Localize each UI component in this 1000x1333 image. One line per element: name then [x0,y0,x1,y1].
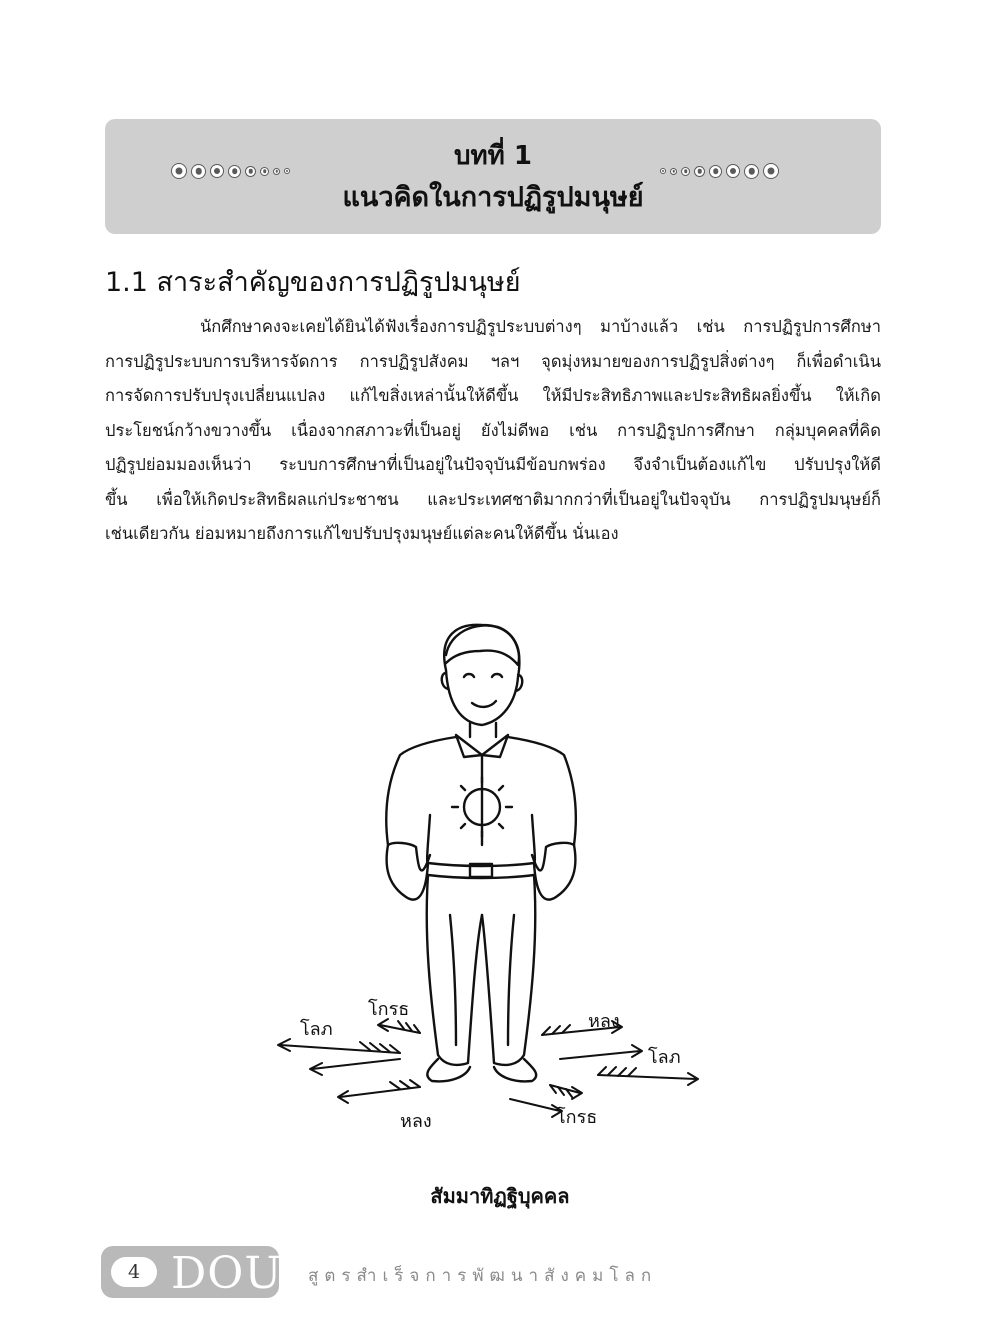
dot-icon [681,167,690,176]
arrows-group [278,1019,698,1117]
decorative-dots-right [660,159,779,183]
footer-series-title: สูตรสำเร็จการพัฒนาสังคมโลก [308,1266,658,1286]
paragraph-line: การปฏิรูประบบการบริหารจัดการ การปฏิรูปสังคม ฯลฯ จุดมุ่งหมายของการปฏิรูปสิ่งต่างๆ ก็เพื่อดำเนิน [105,351,881,371]
arrow-label-greed: โลภ [300,1019,333,1040]
arrow [510,1099,562,1117]
right-arm [534,845,575,900]
collar [456,735,508,757]
dot-icon [694,166,705,177]
arrow [310,1059,400,1075]
dot-icon [726,164,740,178]
paragraph-line: การจัดการปรับปรุงเปลี่ยนแปลง แก้ไขสิ่งเหล่านั้นให้ดีขึ้น ให้มีประสิทธิภาพและประสิทธิผลยิ่งขึ้น ให้เกิด [105,386,881,405]
dot-icon [660,168,666,174]
footer-tab [101,1246,283,1299]
right-eye [492,674,502,677]
belt [428,863,534,878]
section-heading: 1.1 สาระสำคัญของการปฏิรูปมนุษย์ [105,267,521,298]
left-shoe [427,1059,470,1081]
paragraph-line: ปฏิรูปย่อมมองเห็นว่า ระบบการศึกษาที่เป็นอยู่ในปัจจุบันมีข้อบกพร่อง จึงจำเป็นต้องแก้ไข ปรับปรุงให้ดี [105,455,881,474]
dot-icon [744,164,759,179]
standing-man-illustration [260,615,720,1140]
dot-icon [670,168,677,175]
head-outline [444,625,519,725]
left-eye [464,674,474,677]
arrow [338,1087,420,1103]
dot-icon [709,165,722,178]
paragraph-line: ขึ้น เพื่อให้เกิดประสิทธิผลแก่ประชาชน และประเทศชาติมากกว่าที่เป็นอยู่ในปัจจุบัน การปฏิรูปมนุษย์ก็ [105,489,881,509]
arrow [598,1073,698,1085]
arrow-label-delusion: หลง [400,1111,432,1132]
shirt-right [508,737,576,870]
page-number: 4 [111,1257,157,1287]
chapter-banner [105,119,881,234]
paragraph-line: นักศึกษาคงจะเคยได้ยินได้ฟังเรื่องการปฏิรูประบบต่างๆ มาบ้างแล้ว เช่น การปฏิรูปการศึกษา [200,317,881,336]
trouser-creases [450,915,514,1045]
chapter-title: แนวคิดในการปฏิรูปมนุษย์ [342,182,644,213]
dot-icon [763,163,779,179]
arrow-label-anger: โกรธ [368,999,410,1020]
paragraph-line: ประโยชน์กว้างขวางขึ้น เนื่องจากสภาวะที่เป็นอยู่ ยังไม่ดีพอ เช่น การปฏิรูปการศึกษา กลุ่มบุคคลที่คิด [105,420,881,440]
body-paragraph [105,310,881,552]
arrow-label-anger: โกรธ [556,1107,598,1128]
figure-caption: สัมมาทิฏฐิบุคคล [430,1184,570,1208]
arrow-label-greed: โลภ [648,1047,681,1068]
hair [446,625,519,665]
mouth [472,701,496,707]
footer-brand: DOU [171,1248,283,1299]
left-arm [387,845,428,900]
chapter-number: บทที่ 1 [454,141,532,171]
paragraph-line: เช่นเดียวกัน ย่อมหมายถึงการแก้ไขปรับปรุงมนุษย์แต่ละคนให้ดีขึ้น นั่นเอง [105,524,619,543]
shirt-left [386,737,456,870]
arrow [560,1045,642,1059]
arrow-label-delusion: หลง [588,1011,620,1032]
